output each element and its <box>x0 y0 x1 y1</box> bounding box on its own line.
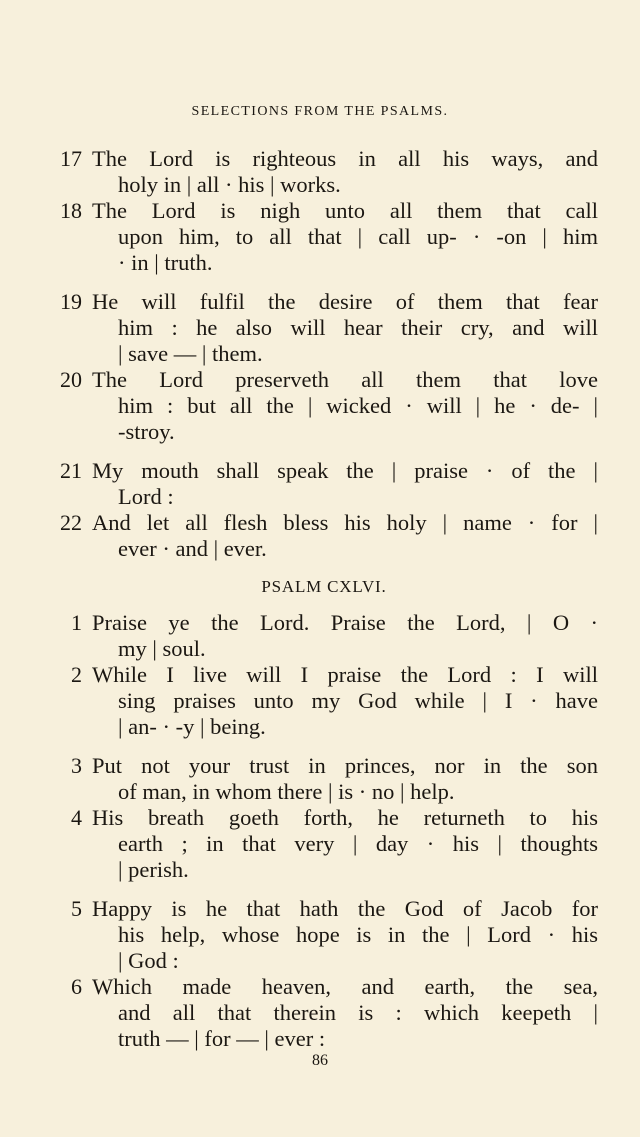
verse-line: my | soul. <box>118 636 206 661</box>
verse-line: Praise ye the Lord. Praise the Lord, | O · <box>92 610 598 635</box>
verse-line: Lord : <box>118 484 174 509</box>
verse-line: earth ; in that very | day · his | thoughts <box>118 831 598 856</box>
verse-line: ever · and | ever. <box>118 536 267 561</box>
verse-number: 18 <box>60 198 82 223</box>
verse-number: 22 <box>60 510 82 535</box>
verse-line: upon him, to all that | call up- · -on | him <box>118 224 598 249</box>
verse-line: | save — | them. <box>118 341 263 366</box>
section-1 <box>50 146 598 562</box>
verse-line: · in | truth. <box>118 250 213 275</box>
verse-line: Which made heaven, and earth, the sea, <box>92 974 598 999</box>
verse-number: 3 <box>71 753 82 778</box>
verse-21 <box>50 458 598 510</box>
verse-2 <box>50 662 598 740</box>
verse-1 <box>50 610 598 662</box>
verse-17 <box>50 146 598 198</box>
verse-number: 2 <box>71 662 82 687</box>
verse-3 <box>50 753 598 805</box>
verse-22 <box>50 510 598 562</box>
verse-line: him : but all the | wicked · will | he · de- | <box>118 393 598 418</box>
verse-line: His breath goeth forth, he returneth to his <box>92 805 598 830</box>
verse-column <box>50 146 598 1052</box>
verse-line: of man, in whom there | is · no | help. <box>118 779 455 804</box>
verse-line: -stroy. <box>118 419 175 444</box>
verse-number: 6 <box>71 974 82 999</box>
section-2 <box>50 610 598 1052</box>
verse-number: 1 <box>71 610 82 635</box>
page-number: 86 <box>312 1052 328 1069</box>
verse-line: The Lord is nigh unto all them that call <box>92 198 598 223</box>
verse-number: 5 <box>71 896 82 921</box>
psalm-title: PSALM CXLVI. <box>261 577 387 596</box>
verse-line: | an- · -y | being. <box>118 714 266 739</box>
verse-line: Happy is he that hath the God of Jacob for <box>92 896 598 921</box>
verse-line: The Lord is righteous in all his ways, and <box>92 146 598 171</box>
verse-19 <box>50 289 598 367</box>
verse-6 <box>50 974 598 1052</box>
verse-number: 17 <box>60 146 82 171</box>
verse-line: sing praises unto my God while | I · have <box>118 688 598 713</box>
verse-4 <box>50 805 598 883</box>
running-head: SELECTIONS FROM THE PSALMS. <box>191 104 449 119</box>
verse-line: Put not your trust in princes, nor in the son <box>92 753 598 778</box>
verse-number: 21 <box>60 458 82 483</box>
verse-line: truth — | for — | ever : <box>118 1026 326 1051</box>
verse-20 <box>50 367 598 445</box>
verse-number: 19 <box>60 289 82 314</box>
verse-number: 4 <box>71 805 82 830</box>
verse-18 <box>50 198 598 276</box>
verse-line: The Lord preserveth all them that love <box>92 367 598 392</box>
verse-line: his help, whose hope is in the | Lord · his <box>118 922 598 947</box>
verse-number: 20 <box>60 367 82 392</box>
verse-line: He will fulfil the desire of them that fear <box>92 289 598 314</box>
verse-line: | perish. <box>118 857 189 882</box>
verse-line: While I live will I praise the Lord : I will <box>92 662 598 687</box>
verse-line: him : he also will hear their cry, and will <box>118 315 598 340</box>
verse-line: and all that therein is : which keepeth | <box>118 1000 598 1025</box>
verse-line: And let all flesh bless his holy | name · for | <box>92 510 598 535</box>
verse-5 <box>50 896 598 974</box>
verse-line: | God : <box>118 948 179 973</box>
verse-line: holy in | all · his | works. <box>118 172 341 197</box>
verse-line: My mouth shall speak the | praise · of the | <box>92 458 598 483</box>
